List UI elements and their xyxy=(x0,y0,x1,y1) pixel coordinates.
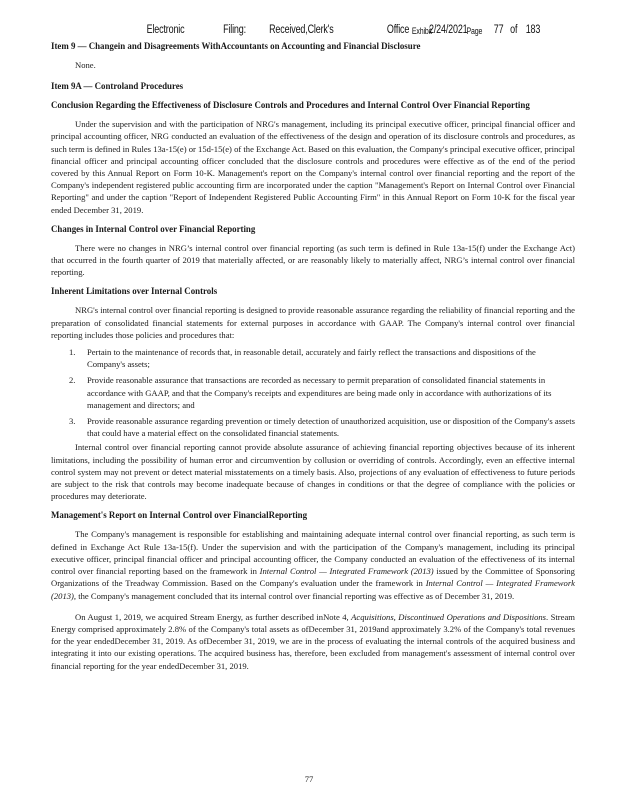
list-item-text: Provide reasonable assurance regarding prevention or timely detection of unauthorized acquisition, use or disposition of the Company's assets that could have a material effect on the consolidated financial statements. xyxy=(87,416,575,439)
list-item-text: Pertain to the maintenance of records that, in reasonable detail, accurately and fairly reflect the transactions and dispositions of the Company's assets; xyxy=(87,347,536,370)
stamp-office: Office xyxy=(386,24,410,36)
list-item xyxy=(51,346,575,370)
text-segment: The Company's management is responsible for establishing and maintaining adequate internal control over financial reporting, as such term is defined in Exchange Act Rule 13a-15(f). Under the supervision and with the participation of the Company's management, including its principal executive officer, principal financial officer and principal accounting officer, the Company conducted an evaluation of the effectiveness of its internal control over financial reporting based on the framework in xyxy=(51,529,575,577)
inherent-policies-list xyxy=(51,346,575,439)
framework-title-italic: Internal Control — Integrated Framework (2013) xyxy=(51,578,575,601)
stamp-filing: Filing: xyxy=(223,24,246,36)
document-body xyxy=(51,40,575,672)
list-item-number: 1. xyxy=(69,347,76,358)
stamp-received: Received,Clerk's xyxy=(269,24,334,36)
page-number-footer: 77 xyxy=(304,774,314,784)
text-segment: On August 1, 2019, we acquired Stream Energy, as further described inNote 4, xyxy=(75,611,352,622)
list-item xyxy=(51,374,575,411)
note-title-italic: Acquisitions, Discontinued Operations and Dispositions xyxy=(351,611,547,622)
conclusion-heading: Conclusion Regarding the Effectiveness of Disclosure Controls and Procedures and Internal Control Over Financial Reporting xyxy=(51,100,530,111)
filing-stamp-header xyxy=(0,24,541,38)
item9-heading: Item 9 — Changein and Disagreements WithAccountants on Accounting and Financial Disclosure xyxy=(51,41,421,51)
stamp-date: 2/24/2021 xyxy=(428,24,468,36)
text-segment: , the Company's management concluded that its internal control over financial reporting was effective as of December 31, 2019. xyxy=(73,590,515,601)
conclusion-paragraph: Under the supervision and with the participation of NRG's management, including its principal executive officer, principal financial officer and principal accounting officer, NRG conducted an evaluation of the effectiveness of the design and operation of its disclosure controls and procedures, as such term is defined in Rules 13a-15(e) or 15d-15(e) of the Exchange Act. Based on this evaluation, the Company's principal executive officer, principal financial officer and principal accounting officer concluded that the disclosure controls and procedures were effective as of the end of the period covered by this Annual Report on Form 10-K. Management's report on the Company's internal control over financial reporting and the report of the Company's independent registered public accounting firm are incorporated under the caption "Management's Report on Internal Control over Financial Reporting" and under the caption "Report of Independent Registered Public Accounting Firm" in this Annual Report on Form 10-K for the fiscal year ended December 31, 2019. xyxy=(51,119,575,215)
list-item-text: Provide reasonable assurance that transactions are recorded as necessary to permit preparation of consolidated financial statements in accordance with GAAP, and that the Company's receipts and expenditures are being made only in accordance with authorizations of its management and directors; and xyxy=(87,375,552,410)
inherent-intro-paragraph: NRG's internal control over financial reporting is designed to provide reasonable assurance regarding the reliability of financial reporting and the preparation of consolidated financial statements for external purposes in accordance with GAAP. The Company's internal control over financial reporting includes those policies and procedures that: xyxy=(51,305,575,340)
stamp-of: of xyxy=(510,24,518,36)
list-item xyxy=(51,415,575,439)
management-report-paragraph-1 xyxy=(51,528,575,601)
changes-heading: Changes in Internal Control over Financial Reporting xyxy=(51,223,256,234)
stamp-page-number: 77 xyxy=(493,24,504,36)
text-segment: . Stream Energy comprised approximately 2.8% of the Company's total assets as ofDecember 31, 2019and approximately 3.2% of the Company's total revenues for the year endedDecember 31, 2019. As ofDecember 31, 2019, we are in the process of evaluating the internal controls of the acquired business and integrating it into our existing operations. The acquired business has, therefore, been excluded from management's assessment of internal control over financial reporting for the year endedDecember 31, 2019. xyxy=(51,611,575,671)
item9a-heading: Item 9A — Controland Procedures xyxy=(51,81,184,92)
changes-paragraph: There were no changes in NRG’s internal control over financial reporting (as such term is defined in Rule 13a-15(f) under the Exchange Act) that occurred in the fourth quarter of 2019 that materially affected, or are reasonably likely to materially affect, NRG’s internal control over financial reporting. xyxy=(51,242,575,278)
management-report-heading: Management's Report on Internal Control over FinancialReporting xyxy=(51,510,308,521)
list-item-number: 3. xyxy=(69,416,76,427)
stamp-total-pages: 183 xyxy=(525,24,541,36)
framework-title-italic: Internal Control — Integrated Framework (2013) xyxy=(259,566,434,577)
text-segment: issued by the Committee of Sponsoring Organizations of the Treadway Commission. Based on the Company's evaluation under the framework in xyxy=(51,566,575,589)
management-report-paragraph-2 xyxy=(51,611,575,672)
item9-text: None. xyxy=(75,60,96,70)
list-item-number: 2. xyxy=(69,375,76,386)
stamp-page-word: Page xyxy=(466,26,483,36)
inherent-closing-paragraph: Internal control over financial reporting cannot provide absolute assurance of achieving financial reporting objectives because of its inherent limitations, including the possibility of human error and circumvention by collusion or overriding of controls. Accordingly, even an effective internal control system may not prevent or detect material misstatements on a timely basis. Also, projections of any evaluation of effectiveness to future periods are subject to the risk that controls may become inadequate because of changes in conditions or that the degree of compliance with the policies or procedures may deteriorate. xyxy=(51,442,575,502)
inherent-heading: Inherent Limitations over Internal Controls xyxy=(51,286,218,297)
stamp-electronic: Electronic xyxy=(146,24,185,36)
stamp-exhibit: Exhibit xyxy=(411,26,432,36)
